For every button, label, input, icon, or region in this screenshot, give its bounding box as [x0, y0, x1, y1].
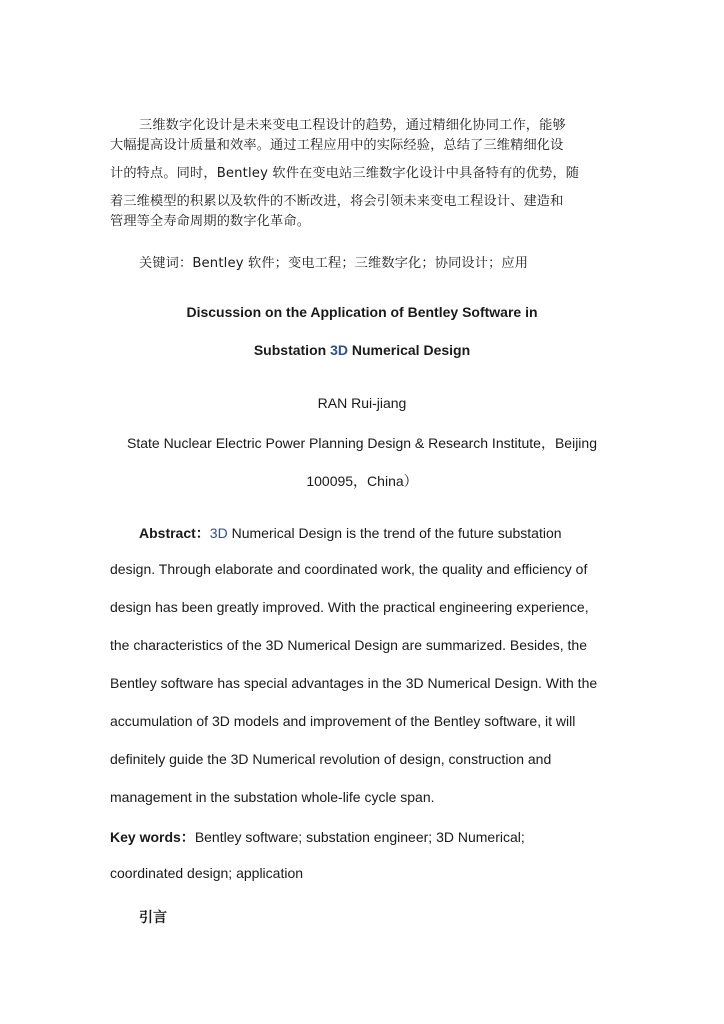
cn-abstract-line: 三维数字化设计是未来变电工程设计的趋势，通过精细化协同工作，能够 — [139, 118, 566, 133]
abstract-line: Bentley software has special advantages in the 3D Numerical Design. With the — [110, 675, 598, 691]
abstract-line: design. Through elaborate and coordinated work, the quality and efficiency of — [110, 561, 588, 577]
cn-abstract-line: 管理等全寿命周期的数字化革命。 — [110, 214, 311, 229]
paper-title-line1: Discussion on the Application of Bentley Software in — [186, 304, 538, 320]
abstract-line: definitely guide the 3D Numerical revolution of design, construction and — [110, 751, 552, 767]
author: RAN Rui-jiang — [317, 395, 407, 411]
abstract-line: management in the substation whole-life cycle span. — [110, 789, 435, 805]
affiliation-line2: 100095，China） — [306, 473, 418, 489]
abstract-line: design has been greatly improved. With the practical engineering experience, — [110, 599, 589, 615]
cn-abstract-line: 计的特点。同时，Bentley 软件在变电站三维数字化设计中具备特有的优势，随 — [110, 166, 580, 181]
keywords-line2: coordinated design; application — [110, 865, 304, 881]
section-heading: 引言 — [139, 910, 167, 926]
title-accent: 3D — [330, 342, 348, 358]
keywords-label: Key words： — [110, 829, 195, 845]
paper-title-line2: Substation 3D Numerical Design — [253, 342, 471, 358]
keywords-line1: Key words：Bentley software; substation engineer; 3D Numerical; — [110, 829, 525, 845]
abstract-accent: 3D — [209, 525, 228, 541]
abstract-line: accumulation of 3D models and improvement of the Bentley software, it will — [110, 713, 576, 729]
cn-abstract-line: 着三维模型的积累以及软件的不断改进，将会引领未来变电工程设计、建造和 — [110, 194, 564, 209]
abstract-line: the characteristics of the 3D Numerical Design are summarized. Besides, the — [110, 637, 587, 653]
abstract-label: Abstract： — [139, 525, 210, 541]
affiliation-line1: State Nuclear Electric Power Planning Design & Research Institute，Beijing — [126, 435, 597, 451]
cn-abstract-line: 大幅提高设计质量和效率。通过工程应用中的实际经验，总结了三维精细化设 — [110, 138, 564, 153]
cn-keywords: 关键词：Bentley 软件；变电工程；三维数字化；协同设计；应用 — [139, 256, 529, 271]
abstract-line1: Abstract：3D Numerical Design is the trend of the future substation — [139, 525, 562, 541]
